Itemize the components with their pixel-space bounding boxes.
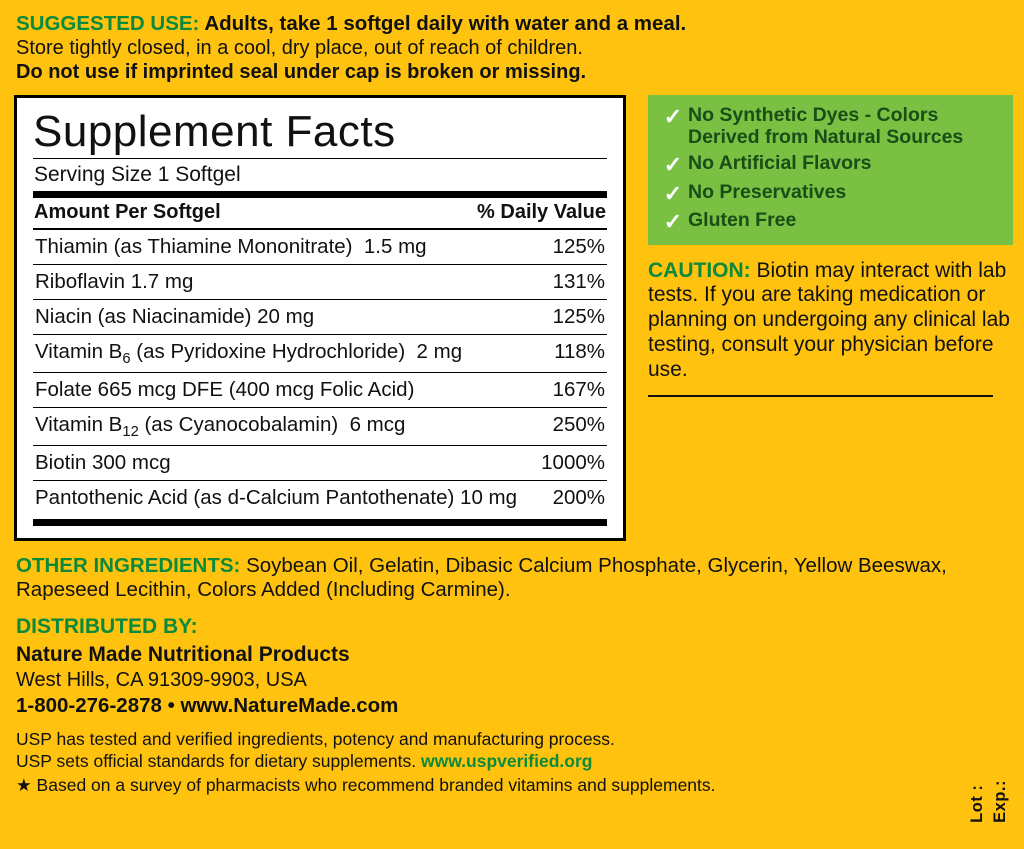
lot-exp-block (968, 780, 1010, 823)
nutrient-daily-value: 125% (552, 304, 605, 328)
nutrient-daily-value: 131% (552, 269, 605, 293)
supplement-facts-header-row (29, 198, 611, 228)
nutrient-rows (33, 230, 607, 515)
suggested-use-directions: Adults, take 1 softgel daily with water and a meal. (204, 12, 687, 35)
divider-thick-top (33, 191, 607, 198)
other-ingredients-text: Soybean Oil, Gelatin, Dibasic Calcium Phosphate, Glycerin, Yellow Beeswax, Rapeseed Lecithin, Colors Added (Including Carmine). (16, 553, 947, 602)
company-address: West Hills, CA 91309-9903, USA (16, 668, 307, 691)
usp-line-1: USP has tested and verified ingredients, potency and manufacturing process. (16, 729, 615, 750)
nutrient-daily-value: 200% (552, 485, 605, 509)
nutrient-name: Vitamin $B_6$ (as Pyridoxine Hydrochloride) 2 mg (35, 339, 463, 367)
claim-label: No Artificial Flavors (688, 152, 872, 175)
nutrient-name: Vitamin $B_{12}$ (as Cyanocobalamin) 6 mcg (35, 412, 406, 440)
check-icon: ✓ (663, 152, 683, 178)
nutrient-name: Riboflavin 1.7 mg (35, 269, 194, 293)
lot-label: Lot : (968, 784, 986, 823)
caution-divider (648, 395, 993, 397)
nutrient-name: Niacin (as Niacinamide) 20 mg (35, 304, 315, 328)
claim-label: No Synthetic Dyes - Colors Derived from Natural Sources (688, 103, 964, 148)
suggested-use-storage: Store tightly closed, in a cool, dry place, out of reach of children. (16, 36, 583, 59)
claims-column (648, 95, 1013, 397)
other-ingredients-block (14, 554, 1010, 602)
table-row (33, 446, 607, 481)
suggested-use-seal-warning: Do not use if imprinted seal under cap is broken or missing. (16, 61, 587, 84)
nutrient-daily-value: 118% (554, 339, 605, 363)
company-name: Nature Made Nutritional Products (16, 642, 350, 666)
divider-thick-bottom (33, 519, 607, 526)
nutrient-daily-value: 125% (552, 234, 605, 258)
nutrient-name: Pantothenic Acid (as d-Calcium Pantothenate) 10 mg (35, 485, 518, 509)
table-row (33, 230, 607, 265)
table-row (33, 300, 607, 335)
distributed-by-block (14, 614, 1010, 718)
check-icon: ✓ (663, 208, 683, 234)
distributed-by-label: DISTRIBUTED BY: (16, 615, 198, 639)
usp-verified-link[interactable]: www.uspverified.org (420, 751, 593, 772)
usp-line-2 (16, 750, 1010, 772)
nutrient-name: Folate 665 mcg DFE (400 mcg Folic Acid) (35, 377, 415, 401)
table-row (33, 335, 607, 373)
suggested-use-line1 (16, 12, 1010, 36)
nutrient-daily-value: 250% (552, 412, 605, 436)
phone-and-website[interactable]: 1-800-276-2878 • www.NatureMade.com (16, 693, 399, 717)
table-row (33, 373, 607, 408)
divider-under-title (33, 158, 607, 159)
list-item (658, 105, 999, 149)
table-row (33, 408, 607, 446)
nutrient-daily-value: 1000% (541, 450, 605, 474)
caution-block (648, 259, 1013, 383)
supplement-facts-column (14, 95, 626, 541)
list-item (658, 182, 999, 205)
list-item (658, 210, 999, 233)
column-header-amount: Amount Per Softgel (34, 200, 221, 223)
suggested-use-label: SUGGESTED USE: (16, 12, 200, 35)
supplement-facts-title: Supplement Facts (33, 106, 396, 156)
pharmacist-survey-note: ★ Based on a survey of pharmacists who recommend branded vitamins and supplements. (16, 775, 716, 796)
list-item (658, 153, 999, 176)
nutrient-name: Thiamin (as Thiamine Mononitrate) 1.5 mg (35, 234, 427, 258)
exp-label: Exp.: (991, 780, 1009, 823)
claim-label: Gluten Free (688, 208, 797, 231)
label-columns (14, 95, 1010, 541)
serving-size: Serving Size 1 Softgel (34, 162, 241, 186)
claim-label: No Preservatives (688, 180, 847, 203)
nutrient-daily-value: 167% (552, 377, 605, 401)
check-icon: ✓ (663, 180, 683, 206)
caution-label: CAUTION: (648, 258, 751, 282)
column-header-daily-value: % Daily Value (477, 200, 606, 223)
claims-panel (648, 95, 1013, 245)
table-row (33, 481, 607, 515)
check-icon: ✓ (663, 103, 683, 129)
nutrient-name: Biotin 300 mcg (35, 450, 171, 474)
caution-text: Biotin may interact with lab tests. If you are taking medication or planning on undergoing any clinical lab testing, consult your physician before use. (648, 258, 1010, 381)
other-ingredients-label: OTHER INGREDIENTS: (16, 553, 241, 577)
fine-print-block (14, 728, 1010, 796)
table-row (33, 265, 607, 300)
usp-line-2-text: USP sets official standards for dietary supplements. (16, 751, 417, 772)
supplement-facts-panel (14, 95, 626, 541)
suggested-use-block (16, 12, 1010, 85)
